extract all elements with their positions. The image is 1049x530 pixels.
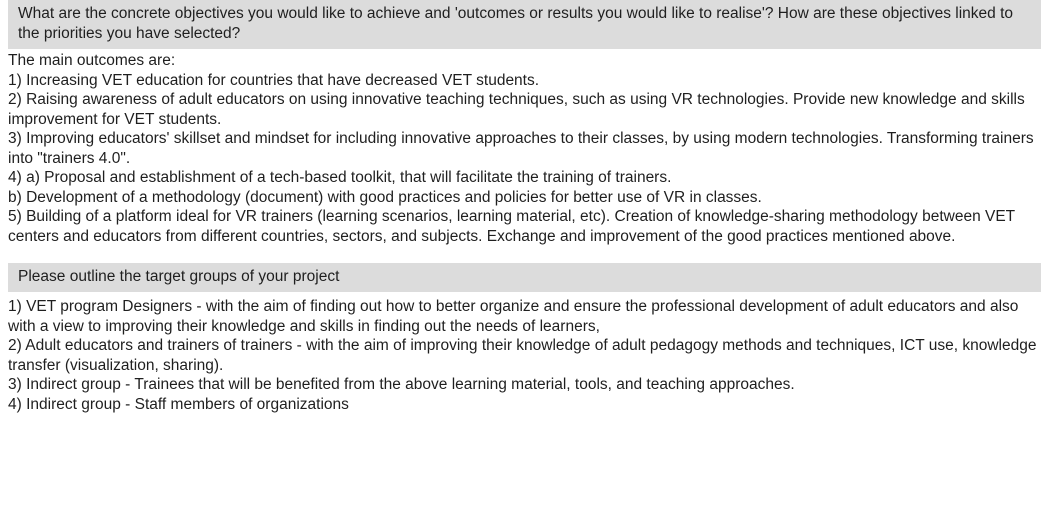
answer-line: 2) Adult educators and trainers of trainers - with the aim of improving their knowledge of adult pedagogy methods and techniques, ICT use, knowledge transfer (visualization, sharing).	[8, 337, 1037, 374]
objectives-answer	[8, 49, 1041, 246]
answer-line: The main outcomes are:	[8, 52, 176, 69]
target-groups-section	[0, 263, 1049, 414]
answer-line: 3) Improving educators' skillset and mindset for including innovative approaches to their classes, by using modern technologies. Transforming trainers into "trainers 4.0".	[8, 130, 1034, 167]
answer-line: 1) VET program Designers - with the aim of finding out how to better organize and ensure the professional development of adult educators and also with a view to improving their knowledge and skills in finding out the needs of learners,	[8, 298, 1019, 335]
answer-line: 4) Indirect group - Staff members of organizations	[8, 395, 349, 413]
section-divider	[0, 246, 1049, 263]
answer-line: 2) Raising awareness of adult educators on using innovative teaching techniques, such as using VR technologies. Provide new knowledge and skills improvement for VET students.	[8, 91, 1025, 128]
answer-line: 1) Increasing VET education for countries that have decreased VET students.	[8, 71, 540, 89]
answer-line: b) Development of a methodology (document) with good practices and policies for better use of VR in classes.	[8, 188, 762, 206]
target-groups-question: Please outline the target groups of your project	[8, 263, 1041, 292]
answer-line: 3) Indirect group - Trainees that will be benefited from the above learning material, tools, and teaching approaches.	[8, 376, 795, 393]
objectives-question: What are the concrete objectives you would like to achieve and 'outcomes or results you would like to realise'? How are these objectives linked to the priorities you have selected?	[8, 0, 1041, 49]
target-groups-answer	[8, 292, 1041, 414]
answer-line: 4) a) Proposal and establishment of a tech-based toolkit, that will facilitate the training of trainers.	[8, 169, 672, 186]
answer-line: 5) Building of a platform ideal for VR trainers (learning scenarios, learning material, etc). Creation of knowledge-sharing methodology between VET centers and educators from different countries, sectors, and subjects. Exchange and improvement of the good practices mentioned above.	[8, 208, 1015, 245]
objectives-section	[0, 0, 1049, 246]
